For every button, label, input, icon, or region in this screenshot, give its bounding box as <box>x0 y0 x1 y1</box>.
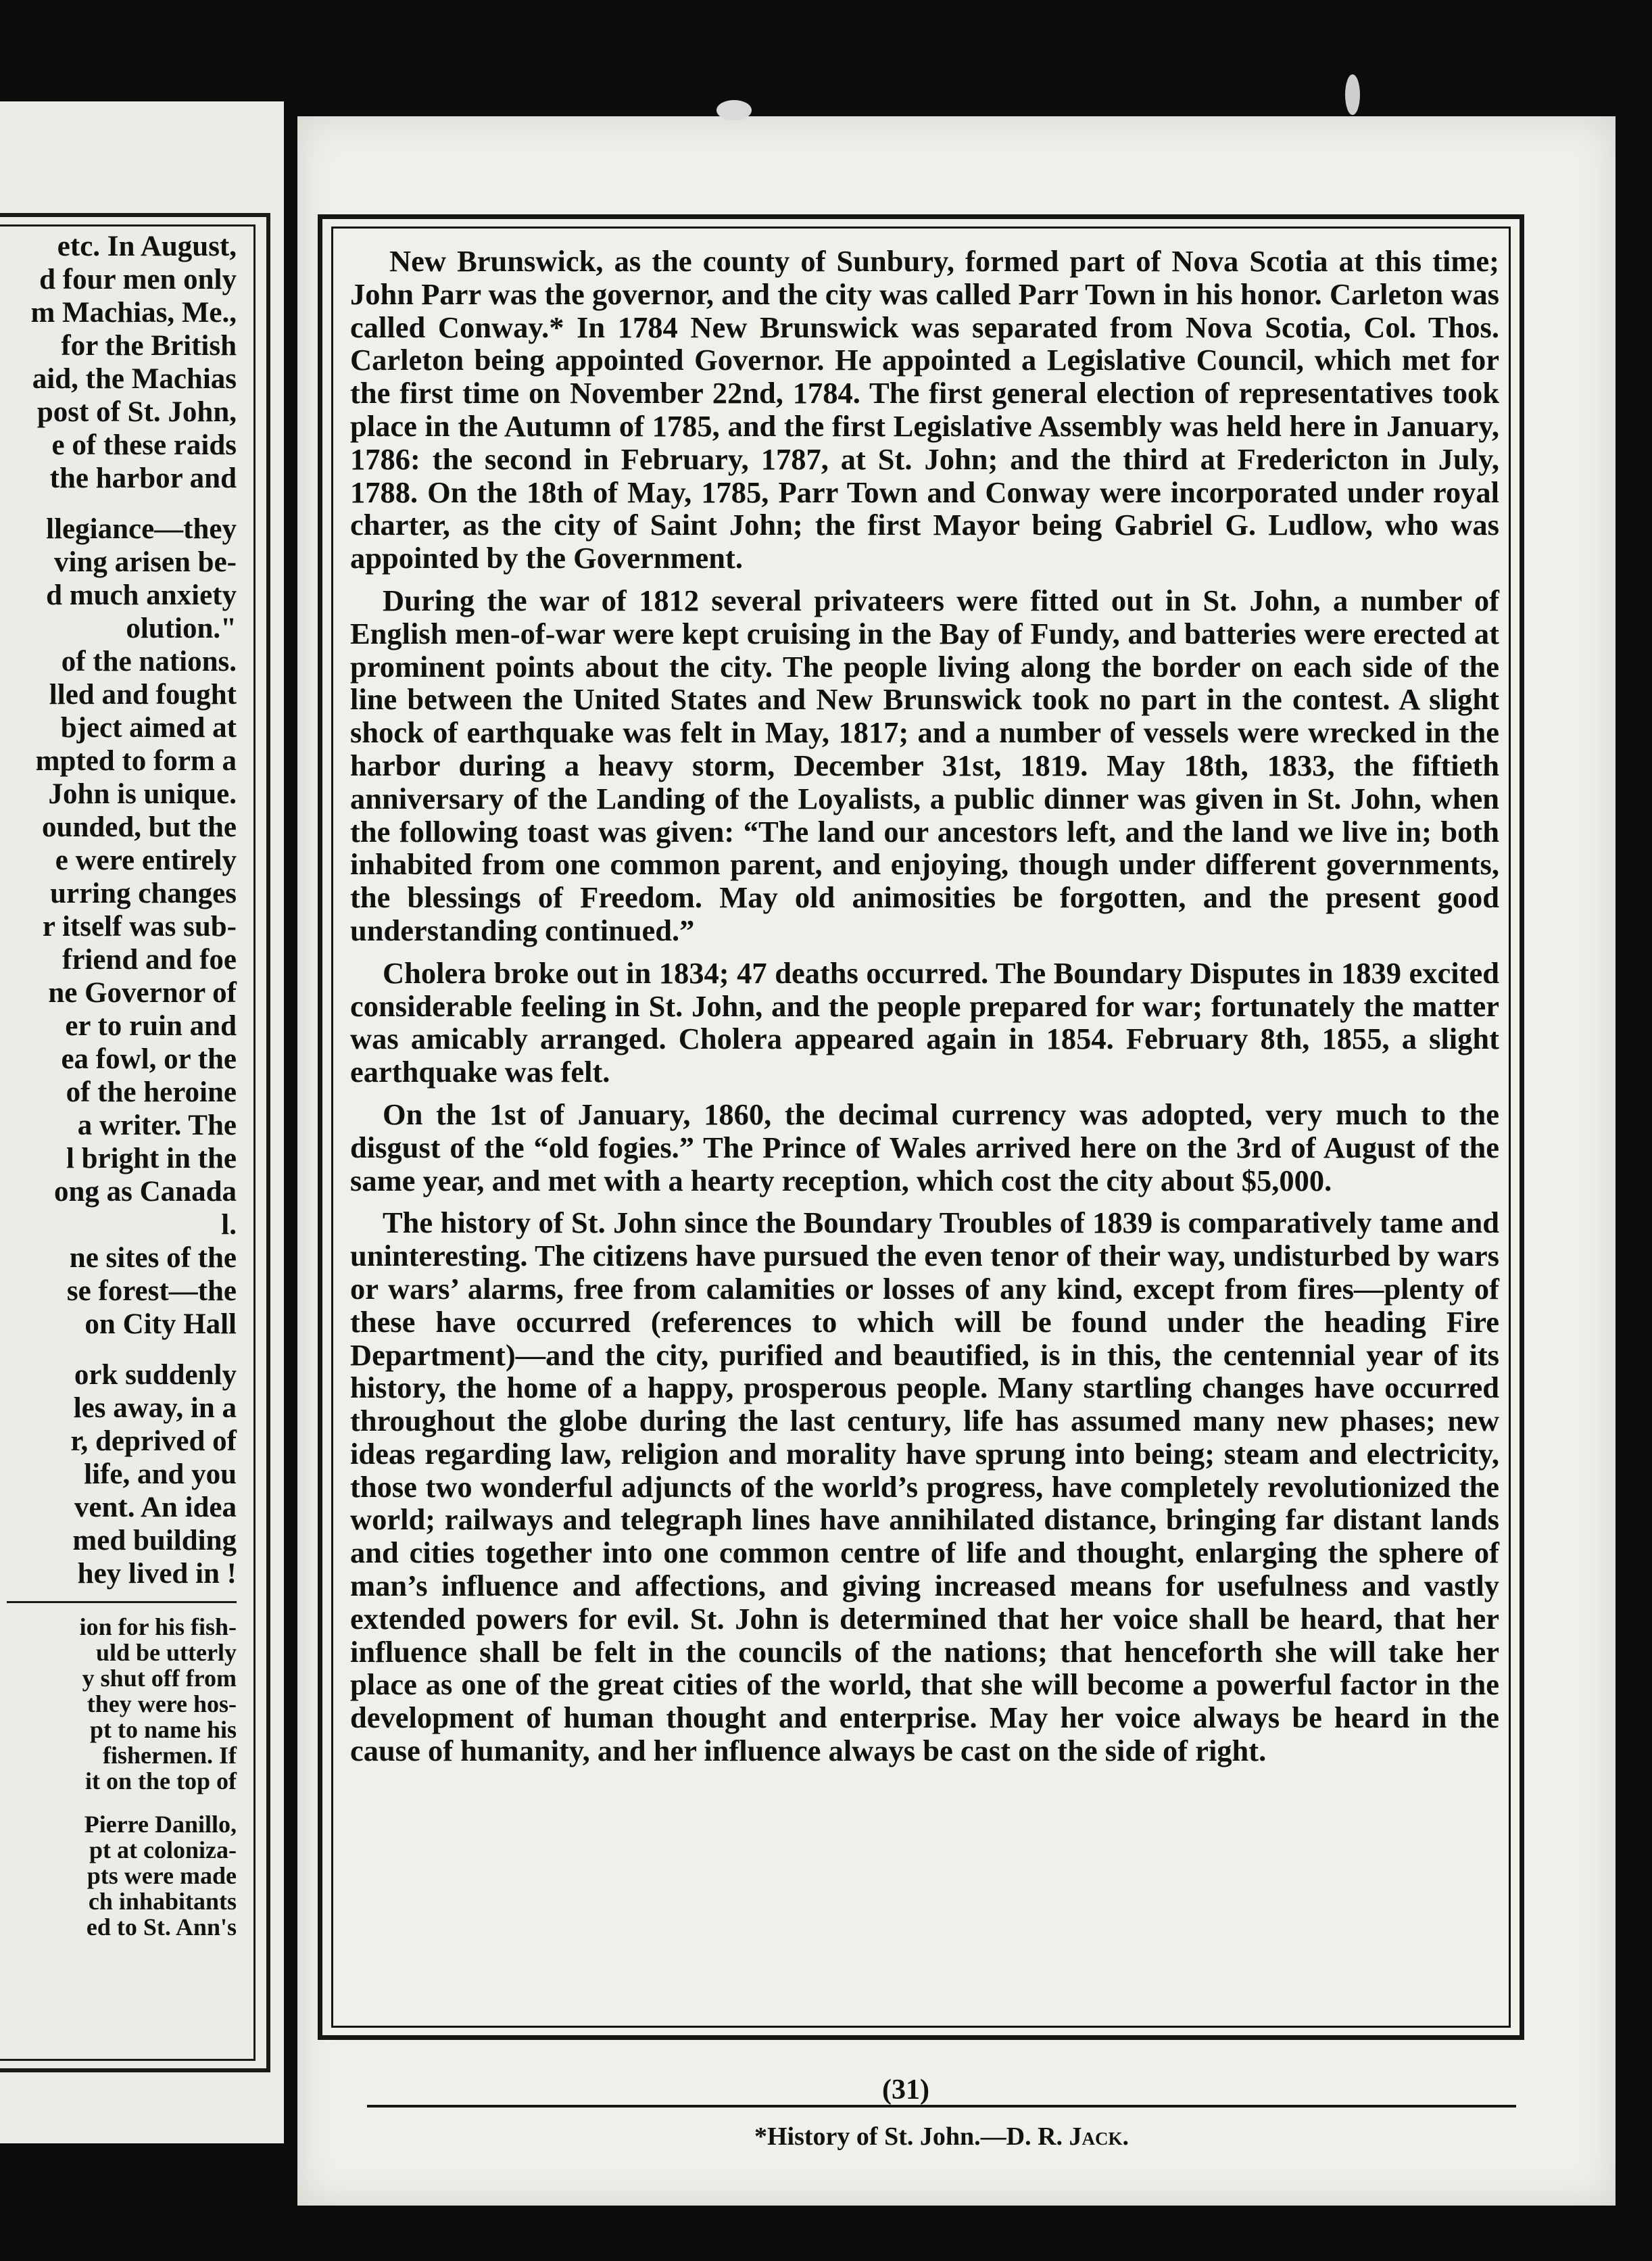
footnote-author: D. R. Jack. <box>1006 2122 1129 2151</box>
previous-page-footnote-line: ch inhabitants <box>88 1888 237 1915</box>
previous-page-line: ea fowl, or the <box>61 1043 237 1075</box>
paragraph-history-since-1839: The history of St. John since the Boundary Troubles of 1839 is comparatively tame and uninteresting. The citizens have pursued the even tenor of their way, undisturbed by wars or wars’ alarms, free from calamities or losses of any kind, except from fires—plenty of these have occurred (references to which will be found under the heading Fire Department)—and the city, purified and beautified, is in this, the centennial year of its history, the home of a happy, prosperous people. Many startling changes have occurred throughout the globe during the last century, life has assumed many new phases; new ideas regarding law, religion and morality have sprung into being; steam and electricity, those two wonderful adjuncts of the world’s progress, have completely revolutionized the world; railways and telegraph lines have annihilated distance, bringing far distant lands and cities together into one common centre of life and thought, enlarging the sphere of man’s influence and affections, and giving increased means for usefulness and vastly extended powers for evil. St. John is determined that her voice shall be heard, that her influence shall be felt in the councils of the nations; that henceforth she will take her place as one of the great cities of the world, that she will become a powerful factor in the development of human thought and enterprise. May her voice always be heard in the cause of humanity, and her influence always be cast on the side of right. <box>350 1206 1499 1768</box>
previous-page-line: ounded, but the <box>42 811 237 843</box>
previous-page-line: ne sites of the <box>69 1242 237 1274</box>
scan-speck <box>716 100 752 120</box>
previous-page-line: med building <box>72 1525 237 1556</box>
previous-page-line: a writer. The <box>77 1110 237 1141</box>
book-page <box>297 116 1615 2206</box>
previous-page-line: l. <box>221 1209 237 1241</box>
previous-page-line: olution." <box>126 613 237 644</box>
previous-page-footnote-line <box>7 1794 237 1811</box>
previous-page-line: d four men only <box>39 264 237 295</box>
previous-page-line: llegiance—they <box>46 513 237 545</box>
previous-page-line: ving arisen be- <box>54 546 237 578</box>
previous-page-line: bject aimed at <box>60 712 237 744</box>
previous-page-line: les away, in a <box>73 1392 237 1424</box>
previous-page-footnote-line: pt to name his <box>89 1716 237 1743</box>
previous-page-line <box>7 495 237 513</box>
previous-page-line: post of St. John, <box>37 396 237 428</box>
previous-page-line: aid, the Machias <box>32 363 237 395</box>
previous-page-footnote-line: Pierre Danillo, <box>84 1811 237 1838</box>
previous-page-footnote-line: pt at coloniza- <box>89 1836 237 1863</box>
previous-page-line: friend and foe <box>62 944 237 976</box>
previous-page-line: m Machias, Me., <box>30 297 237 329</box>
previous-page-line: r, deprived of <box>70 1425 237 1457</box>
previous-page-line: life, and you <box>84 1458 237 1490</box>
previous-page-footnote-line: fishermen. If <box>103 1742 237 1769</box>
previous-page-line: vent. An idea <box>74 1492 237 1523</box>
previous-page-footnote-line: uld be utterly <box>95 1639 237 1666</box>
previous-page-line: of the heroine <box>66 1076 237 1108</box>
previous-page-line: hey lived in ! <box>77 1558 237 1590</box>
footnote-text: *History of St. John.— <box>754 2122 1006 2151</box>
previous-page-footnote-line: ion for his fish- <box>79 1613 237 1640</box>
previous-page-line: ne Governor of <box>48 977 237 1009</box>
page-number: (31) <box>882 2074 929 2105</box>
previous-page-line: er to ruin and <box>65 1010 237 1042</box>
previous-page-line: d much anxiety <box>46 579 237 611</box>
scan-speck <box>1345 74 1360 115</box>
previous-page-line: mpted to form a <box>35 745 237 777</box>
previous-page-line: e of these raids <box>51 429 237 461</box>
page-body <box>350 245 1499 1777</box>
previous-page-line: on City Hall <box>84 1308 237 1340</box>
previous-page-line: lled and fought <box>49 679 237 711</box>
footnote <box>367 2122 1516 2151</box>
previous-page-footnote-line: ed to St. Ann's <box>86 1913 237 1941</box>
previous-page-line: etc. In August, <box>57 231 237 262</box>
previous-page-line: of the nations. <box>61 646 237 677</box>
previous-page-line: ork suddenly <box>74 1359 237 1391</box>
previous-page-line: se forest—the <box>66 1275 237 1307</box>
previous-page-line: e were entirely <box>55 844 237 876</box>
previous-page-line: for the British <box>61 330 237 362</box>
previous-page-line: urring changes <box>50 878 237 909</box>
previous-page-footnote-line: y shut off from <box>82 1665 237 1692</box>
previous-page-line: l bright in the <box>66 1143 237 1174</box>
previous-page-line: ong as Canada <box>53 1176 237 1208</box>
previous-page-footnote-line: it on the top of <box>85 1767 237 1794</box>
previous-page-line: John is unique. <box>48 778 237 810</box>
paragraph-war-of-1812: During the war of 1812 several privateers were fitted out in St. John, a number of English men-of-war were kept cruising in the Bay of Fundy, and batteries were erected at prominent points about the city. The people living along the border on each side of the line between the United States and New Brunswick took no part in the contest. A slight shock of earthquake was felt in May, 1817; and a number of vessels were wrecked in the harbor during a heavy storm, December 31st, 1819. May 18th, 1833, the fiftieth anniversary of the Landing of the Loyalists, a public dinner was given in St. John, when the following toast was given: “The land our ancestors left, and the land we live in; both inhabited from one common parent, and enjoying, though under different governments, the blessings of Freedom. May old animosities be forgotten, and the present good understanding continued.” <box>350 583 1499 947</box>
previous-page-line: the harbor and <box>49 462 237 494</box>
previous-page-fragment <box>0 101 284 2143</box>
page-inner-border <box>331 227 1511 2151</box>
previous-page-footnote-line: they were hos- <box>87 1690 237 1717</box>
previous-page-line: r itself was sub- <box>42 911 237 943</box>
paragraph-cholera: Cholera broke out in 1834; 47 deaths occurred. The Boundary Disputes in 1839 excited considerable feeling in St. John, and the people prepared for war; fortunately the matter was amicably arranged. Cholera appeared again in 1854. February 8th, 1855, a slight earthquake was felt. <box>350 955 1499 1089</box>
previous-page-footnote-divider <box>7 1601 237 1603</box>
paragraph-new-brunswick: New Brunswick, as the county of Sunbury, formed part of Nova Scotia at this time; John Parr was the governor, and the city was called Parr Town in his honor. Carleton was called Conway.* In 1784 New Brunswick was separated from Nova Scotia, Col. Thos. Carleton being appointed Governor. He appointed a Legislative Council, which met for the first time on November 22nd, 1784. The first general election of representatives took place in the Autumn of 1785, and the first Legislative Assembly was held here in January, 1786: the second in February, 1787, at St. John; and the third at Fredericton in July, 1788. On the 18th of May, 1785, Parr Town and Conway were incorporated under royal charter, as the city of Saint John; the first Mayor being Gabriel G. Ludlow, who was appointed by the Government. <box>350 244 1499 575</box>
previous-page-line <box>7 1341 237 1358</box>
previous-page-footnote-line: pts were made <box>87 1862 237 1889</box>
paragraph-decimal-currency: On the 1st of January, 1860, the decimal currency was adopted, very much to the disgust of the “old fogies.” The Prince of Wales arrived here on the 3rd of August of the same year, and met with a hearty reception, which cost the city about $5,000. <box>350 1097 1499 1197</box>
previous-page-text <box>7 230 237 1940</box>
